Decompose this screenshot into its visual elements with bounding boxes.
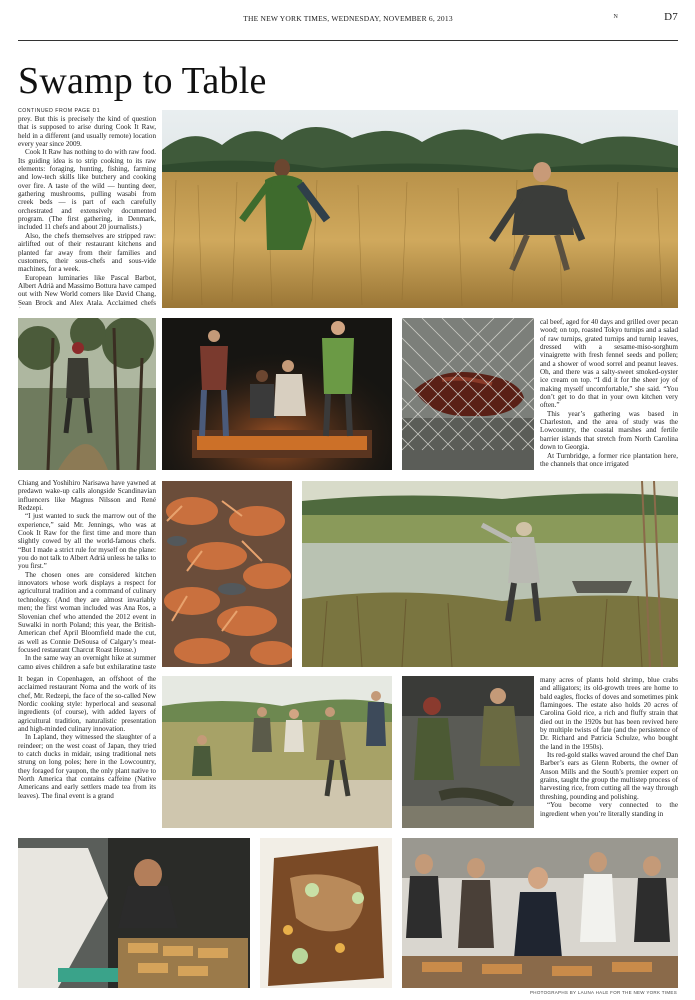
masthead-dateline: THE NEW YORK TIMES, WEDNESDAY, NOVEMBER 6, 2013 <box>243 14 453 23</box>
paragraph: In Lapland, they witnessed the slaughter of a reindeer; on the west coast of Japan, they tried to catch ducks in midair, using traditional nets strung on long poles; here in the Lowcountry, they foraged for yaupon, the only plant native to North America that contains caffeine (Native Americans and early settlers made tea from its leaves). The final event is a grand <box>18 733 156 800</box>
photo-kneeling-chefs <box>402 676 534 828</box>
article-column-4 <box>540 676 678 828</box>
photo-chef-plating <box>18 838 250 988</box>
paragraph: prey. But this is precisely the kind of question that is supposed to arise during Cook It Raw, held in a different (and usually remote) location every year since 2009. <box>18 115 156 149</box>
photo-group-field <box>162 676 392 828</box>
photo-rice-field <box>162 110 678 308</box>
photo-marsh-fisherman <box>302 481 678 667</box>
masthead <box>18 10 678 28</box>
continued-line: CONTINUED FROM PAGE D1 <box>18 108 101 114</box>
paragraph: It began in Copenhagen, an offshoot of the acclaimed restaurant Noma and the work of its chef, Mr. Redzepi, the face of the so-called New Nordic cooking style: hyperlocal and seasonal ingredients (of course), with added layers of agricultural tradition, naturalistic presentation and high-minded culinary innovation. <box>18 675 156 734</box>
section-letter: N <box>613 14 618 20</box>
photo-chefs-kitchen <box>402 838 678 988</box>
paragraph: “You become very connected to the ingredient when you’re literally standing in <box>540 801 678 818</box>
page-number: D7 <box>664 11 678 23</box>
article-column-2 <box>18 479 156 669</box>
photo-plated-dish <box>260 838 392 988</box>
paragraph: “I just wanted to suck the marrow out of the experience,” said Mr. Jennings, who was at Cook It Raw for the first time and more than slightly cowed by all the world-famous chefs. “But I made a strict rule for myself on the plane: you do not talk to Albert Adrià unless he talks to you first.” <box>18 512 156 571</box>
paragraph: Cook It Raw has nothing to do with raw food. Its guiding idea is to strip cooking to its raw elements: foraging, hunting, fishing, farming and low-tech skills like butchery and cooking over fire. A taste of the wild — hunting deer, gathering mushrooms, pulling wasabi from creek beds — is part of each carefully orchestrated and extensively documented program. (The first gathering, in Denmark, included 11 chefs and about 20 journalists.) <box>18 148 156 232</box>
paragraph: The chosen ones are considered kitchen innovators whose work displays a respect for agricultural tradition and a command of culinary technology. (And they are almost invariably men; the first woman included was Ana Ros, a Slovenian chef who attended the 2012 event in Suwalki in north Poland; this year, the British-American chef April Bloomfield made the cut, as well as Connie DeSousa of Calgary’s meat-focused restaurant Charcut Roast House.) <box>18 570 156 654</box>
photo-fire-pit <box>162 318 392 470</box>
photo-credit: PHOTOGRAPHS BY LAUNA HALE FOR THE NEW YORK TIMES <box>529 990 677 995</box>
headline: Swamp to Table <box>18 60 267 102</box>
paragraph: This year’s gathering was based in Charleston, and the area of study was the Lowcountry, the coastal marshes and fertile barrier islands that stretch from North Carolina down to Georgia. <box>540 409 678 452</box>
photo-crabs <box>162 481 292 667</box>
paragraph: many acres of plants hold shrimp, blue crabs and alligators; its old-growth trees are home to bald eagles, flocks of doves and sometimes pink flamingoes. The estate also holds 20 acres of Carolina Gold rice, a rich and fluffy strain that died out in the 1920s but has been revived here by multiple twists of fate (and the persistence of Dr. Richard and Patricia Schulze, who bought the land in the 1950s). <box>540 676 678 751</box>
photo-chain-link-meat <box>402 318 534 470</box>
top-rule <box>18 40 678 41</box>
paragraph: In the same way an overnight hike at summer camp gives children a safe but exhilarating taste <box>18 654 156 669</box>
paragraph: At Turnbridge, a former rice plantation here, the channels that once irrigated <box>540 451 678 468</box>
article-column-3 <box>540 318 678 476</box>
paragraph: European luminaries like Pascal Barbot, Albert Adrià and Massimo Bottura have camped out with New World comers like David Chang, Sean Brock and Alex Atala. Acclaimed chefs <box>18 273 156 307</box>
paragraph: Its red-gold stalks waved around the chef Dan Barber’s ears as Glenn Roberts, the owner of Anson Mills and the South’s premier expert on grains, taught the group the multistep process of harvesting rice, from cutting all the way through threshing, pounding and polishing. <box>540 751 678 801</box>
paragraph: cal beef, aged for 40 days and grilled over pecan wood; on top, roasted Tokyo turnips and a salad of raw turnips, grated turnips and turnip leaves, dressed with a sesame-miso-sorghum vinaigrette with fresh fennel seeds and pollen; and a shower of wood sorrel and peanut leaves. Oh, and there was a salty-sweet smoked-oyster ice cream on top. “I did it for the sheer joy of making myself uncomfortable,” she said. “You don’t get to do that in your own kitchen very often.” <box>540 318 678 410</box>
article-column-1 <box>18 108 156 308</box>
photo-woods <box>18 318 156 470</box>
paragraph: Chiang and Yoshihiro Narisawa have yawned at predawn wake-up calls alongside Scandinavian influencers like Magnus Nilsson and René Redzepi. <box>18 479 156 513</box>
article-column-2b <box>18 675 156 830</box>
paragraph: Also, the chefs themselves are stripped raw: airlifted out of their restaurant kitchens and planted far away from their families and customers, their sous-chefs and sous-vide machines, for a week. <box>18 231 156 274</box>
